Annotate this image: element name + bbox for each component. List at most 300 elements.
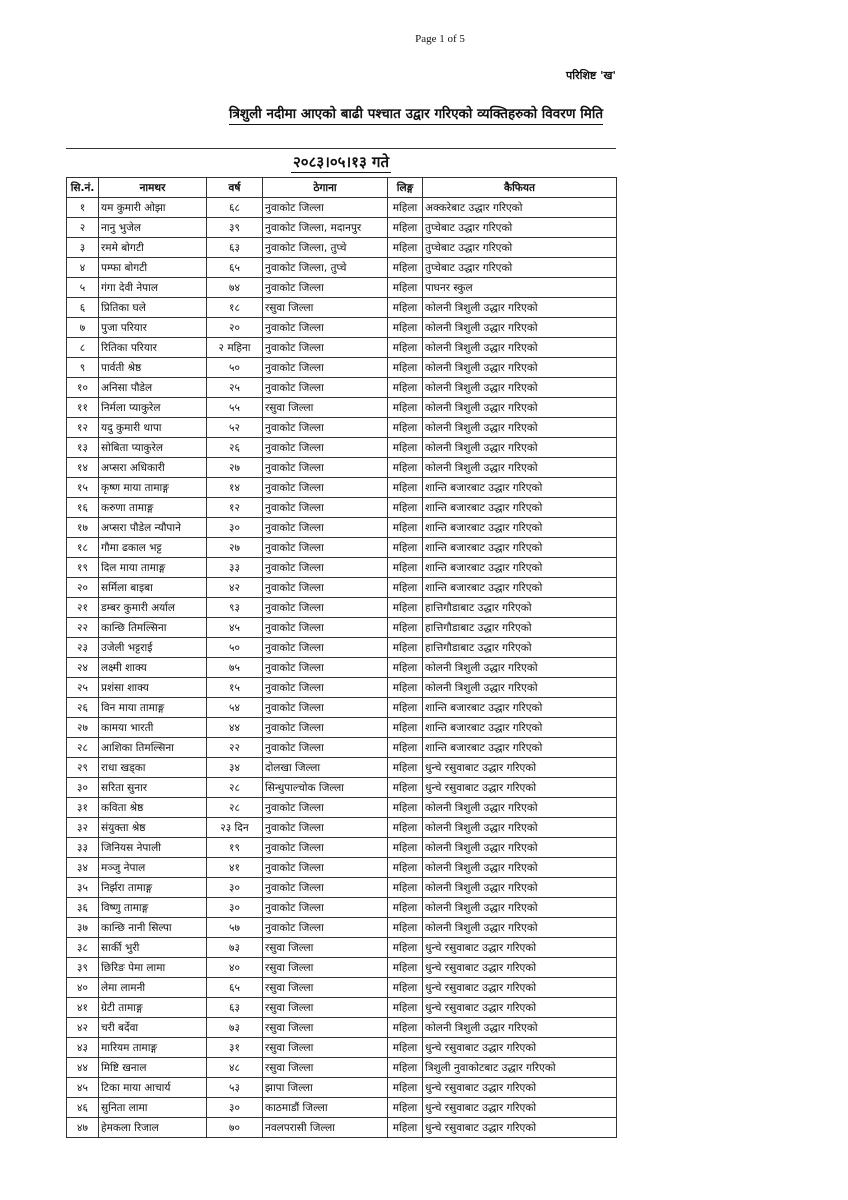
cell-name: पार्वती श्रेष्ठ	[99, 358, 207, 378]
cell-remarks: त्रिशुली नुवाकोटबाट उद्धार गरिएको	[423, 1058, 617, 1078]
cell-remarks: कोलनी त्रिशुली उद्धार गरिएको	[423, 658, 617, 678]
cell-name: सरिता सुनार	[99, 778, 207, 798]
cell-age: ५४	[207, 698, 263, 718]
cell-remarks: शान्ति बजारबाट उद्धार गरिएको	[423, 718, 617, 738]
table-row	[67, 478, 617, 498]
cell-serial: २९	[67, 758, 99, 778]
table-row	[67, 238, 617, 258]
cell-remarks: धुन्चे रसुवाबाट उद्धार गरिएको	[423, 958, 617, 978]
cell-serial: २८	[67, 738, 99, 758]
cell-age: २८	[207, 778, 263, 798]
cell-name: गंगा देवी नेपाल	[99, 278, 207, 298]
cell-serial: ४६	[67, 1098, 99, 1118]
cell-serial: ३	[67, 238, 99, 258]
cell-name: मञ्जु नेपाल	[99, 858, 207, 878]
cell-serial: ७	[67, 318, 99, 338]
cell-age: २ महिना	[207, 338, 263, 358]
cell-age: ५०	[207, 638, 263, 658]
cell-age: ६३	[207, 238, 263, 258]
cell-gender: महिला	[388, 938, 423, 958]
table-row	[67, 918, 617, 938]
cell-gender: महिला	[388, 498, 423, 518]
cell-remarks: धुन्चे रसुवाबाट उद्धार गरिएको	[423, 778, 617, 798]
cell-gender: महिला	[388, 398, 423, 418]
table-row	[67, 578, 617, 598]
column-header-address: ठेगाना	[263, 178, 388, 198]
cell-name: पम्फा बोगटी	[99, 258, 207, 278]
cell-remarks: शान्ति बजारबाट उद्धार गरिएको	[423, 478, 617, 498]
cell-remarks: तुप्चेबाट उद्धार गरिएको	[423, 238, 617, 258]
cell-remarks: कोलनी त्रिशुली उद्धार गरिएको	[423, 378, 617, 398]
table-row	[67, 418, 617, 438]
rescued-persons-table	[66, 177, 617, 1138]
cell-serial: २१	[67, 598, 99, 618]
cell-serial: ३०	[67, 778, 99, 798]
cell-address: नुवाकोट जिल्ला	[263, 538, 388, 558]
cell-serial: १३	[67, 438, 99, 458]
cell-address: नुवाकोट जिल्ला, तुप्चे	[263, 258, 388, 278]
cell-name: कान्छि तिमल्सिना	[99, 618, 207, 638]
cell-name: जिनियस नेपाली	[99, 838, 207, 858]
cell-age: १४	[207, 478, 263, 498]
table-row	[67, 798, 617, 818]
cell-name: ग्रेटी तामाङ्ग	[99, 998, 207, 1018]
cell-name: विष्णु तामाङ्ग	[99, 898, 207, 918]
cell-address: नुवाकोट जिल्ला	[263, 458, 388, 478]
cell-serial: २४	[67, 658, 99, 678]
cell-address: झापा जिल्ला	[263, 1078, 388, 1098]
cell-serial: ३६	[67, 898, 99, 918]
cell-remarks: शान्ति बजारबाट उद्धार गरिएको	[423, 578, 617, 598]
cell-serial: ३३	[67, 838, 99, 858]
cell-name: आशिका तिमल्सिना	[99, 738, 207, 758]
cell-name: कामया भारती	[99, 718, 207, 738]
cell-remarks: कोलनी त्रिशुली उद्धार गरिएको	[423, 838, 617, 858]
column-header-age: वर्ष	[207, 178, 263, 198]
cell-age: २७	[207, 538, 263, 558]
cell-age: २७	[207, 458, 263, 478]
cell-address: रसुवा जिल्ला	[263, 958, 388, 978]
cell-age: १२	[207, 498, 263, 518]
cell-age: ४०	[207, 958, 263, 978]
cell-name: हेमकला रिजाल	[99, 1118, 207, 1138]
cell-age: ४१	[207, 858, 263, 878]
table-row	[67, 598, 617, 618]
cell-address: नुवाकोट जिल्ला	[263, 838, 388, 858]
cell-gender: महिला	[388, 658, 423, 678]
cell-remarks: शान्ति बजारबाट उद्धार गरिएको	[423, 698, 617, 718]
cell-name: यदु कुमारी थापा	[99, 418, 207, 438]
cell-remarks: कोलनी त्रिशुली उद्धार गरिएको	[423, 798, 617, 818]
cell-gender: महिला	[388, 978, 423, 998]
cell-age: २८	[207, 798, 263, 818]
cell-address: नुवाकोट जिल्ला	[263, 418, 388, 438]
cell-gender: महिला	[388, 618, 423, 638]
cell-name: डम्बर कुमारी अर्याल	[99, 598, 207, 618]
cell-address: नुवाकोट जिल्ला	[263, 598, 388, 618]
table-row	[67, 458, 617, 478]
cell-remarks: कोलनी त्रिशुली उद्धार गरिएको	[423, 398, 617, 418]
cell-remarks: कोलनी त्रिशुली उद्धार गरिएको	[423, 338, 617, 358]
document-date	[66, 152, 616, 172]
cell-name: अनिसा पौडेल	[99, 378, 207, 398]
cell-remarks: धुन्चे रसुवाबाट उद्धार गरिएको	[423, 1118, 617, 1138]
page-number: Page 1 of 5	[415, 33, 465, 45]
cell-serial: ४२	[67, 1018, 99, 1038]
cell-name: सर्मिला बाइबा	[99, 578, 207, 598]
cell-address: नुवाकोट जिल्ला, मदानपुर	[263, 218, 388, 238]
cell-age: ५२	[207, 418, 263, 438]
cell-serial: ११	[67, 398, 99, 418]
cell-name: प्रितिका घले	[99, 298, 207, 318]
cell-name: टिका माया आचार्य	[99, 1078, 207, 1098]
cell-name: अप्सरा पौडेल न्यौपाने	[99, 518, 207, 538]
cell-age: ३०	[207, 898, 263, 918]
cell-address: नुवाकोट जिल्ला	[263, 698, 388, 718]
document-title	[100, 104, 732, 122]
cell-gender: महिला	[388, 338, 423, 358]
cell-remarks: शान्ति बजारबाट उद्धार गरिएको	[423, 518, 617, 538]
table-row	[67, 998, 617, 1018]
cell-remarks: शान्ति बजारबाट उद्धार गरिएको	[423, 538, 617, 558]
cell-serial: ६	[67, 298, 99, 318]
table-row	[67, 218, 617, 238]
cell-gender: महिला	[388, 838, 423, 858]
cell-serial: १२	[67, 418, 99, 438]
cell-gender: महिला	[388, 458, 423, 478]
cell-address: सिन्धुपाल्चोक जिल्ला	[263, 778, 388, 798]
cell-name: करुणा तामाङ्ग	[99, 498, 207, 518]
cell-remarks: धुन्चे रसुवाबाट उद्धार गरिएको	[423, 758, 617, 778]
cell-address: नुवाकोट जिल्ला	[263, 278, 388, 298]
cell-name: कृष्ण माया तामाङ्ग	[99, 478, 207, 498]
cell-remarks: धुन्चे रसुवाबाट उद्धार गरिएको	[423, 1038, 617, 1058]
cell-gender: महिला	[388, 638, 423, 658]
cell-gender: महिला	[388, 738, 423, 758]
cell-gender: महिला	[388, 1058, 423, 1078]
cell-age: १५	[207, 678, 263, 698]
cell-address: नुवाकोट जिल्ला	[263, 198, 388, 218]
cell-address: नुवाकोट जिल्ला	[263, 378, 388, 398]
cell-serial: १४	[67, 458, 99, 478]
cell-address: रसुवा जिल्ला	[263, 978, 388, 998]
cell-remarks: हात्तिगौडाबाट उद्धार गरिएको	[423, 598, 617, 618]
cell-age: ५०	[207, 358, 263, 378]
cell-gender: महिला	[388, 358, 423, 378]
cell-address: नुवाकोट जिल्ला	[263, 918, 388, 938]
cell-name: संयुक्ता श्रेष्ठ	[99, 818, 207, 838]
cell-serial: १५	[67, 478, 99, 498]
cell-name: कविता श्रेष्ठ	[99, 798, 207, 818]
cell-remarks: शान्ति बजारबाट उद्धार गरिएको	[423, 738, 617, 758]
table-row	[67, 1038, 617, 1058]
cell-serial: ४५	[67, 1078, 99, 1098]
table-row	[67, 298, 617, 318]
cell-age: ७३	[207, 1018, 263, 1038]
table-row	[67, 938, 617, 958]
cell-remarks: हात्तिगौडाबाट उद्धार गरिएको	[423, 638, 617, 658]
cell-remarks: कोलनी त्रिशुली उद्धार गरिएको	[423, 318, 617, 338]
cell-gender: महिला	[388, 998, 423, 1018]
cell-address: रसुवा जिल्ला	[263, 298, 388, 318]
cell-address: नुवाकोट जिल्ला	[263, 438, 388, 458]
cell-serial: १७	[67, 518, 99, 538]
cell-remarks: कोलनी त्रिशुली उद्धार गरिएको	[423, 298, 617, 318]
cell-address: नुवाकोट जिल्ला	[263, 638, 388, 658]
cell-name: सार्की भुरी	[99, 938, 207, 958]
table-row	[67, 198, 617, 218]
cell-serial: १८	[67, 538, 99, 558]
cell-name: उजेली भट्टराई	[99, 638, 207, 658]
cell-address: नुवाकोट जिल्ला	[263, 498, 388, 518]
cell-serial: ९	[67, 358, 99, 378]
cell-address: नुवाकोट जिल्ला	[263, 558, 388, 578]
cell-remarks: कोलनी त्रिशुली उद्धार गरिएको	[423, 818, 617, 838]
cell-remarks: धुन्चे रसुवाबाट उद्धार गरिएको	[423, 938, 617, 958]
cell-name: लेमा लामनी	[99, 978, 207, 998]
document-date-text: २०८३।०५।१३ गते	[293, 153, 389, 171]
cell-address: नुवाकोट जिल्ला	[263, 678, 388, 698]
table-row	[67, 698, 617, 718]
cell-address: रसुवा जिल्ला	[263, 1018, 388, 1038]
column-header-serial: सि.नं.	[67, 178, 99, 198]
cell-gender: महिला	[388, 1098, 423, 1118]
column-header-remarks: कैफियत	[423, 178, 617, 198]
cell-remarks: अक्करेबाट उद्धार गरिएको	[423, 198, 617, 218]
cell-remarks: शान्ति बजारबाट उद्धार गरिएको	[423, 498, 617, 518]
cell-serial: ४१	[67, 998, 99, 1018]
cell-address: नुवाकोट जिल्ला	[263, 858, 388, 878]
cell-serial: ३७	[67, 918, 99, 938]
cell-age: ३०	[207, 518, 263, 538]
cell-gender: महिला	[388, 258, 423, 278]
cell-gender: महिला	[388, 898, 423, 918]
cell-gender: महिला	[388, 318, 423, 338]
cell-remarks: तुप्चेबाट उद्धार गरिएको	[423, 218, 617, 238]
table-row	[67, 278, 617, 298]
cell-gender: महिला	[388, 858, 423, 878]
cell-age: ३१	[207, 1038, 263, 1058]
table-row	[67, 378, 617, 398]
cell-remarks: धुन्चे रसुवाबाट उद्धार गरिएको	[423, 1078, 617, 1098]
cell-remarks: पाघनर स्कुल	[423, 278, 617, 298]
cell-serial: ४०	[67, 978, 99, 998]
table-row	[67, 618, 617, 638]
cell-serial: ४४	[67, 1058, 99, 1078]
cell-name: कान्छि नानी सिल्पा	[99, 918, 207, 938]
cell-age: ६५	[207, 978, 263, 998]
cell-gender: महिला	[388, 1018, 423, 1038]
cell-serial: १०	[67, 378, 99, 398]
cell-gender: महिला	[388, 958, 423, 978]
cell-age: ४४	[207, 718, 263, 738]
cell-remarks: कोलनी त्रिशुली उद्धार गरिएको	[423, 858, 617, 878]
table-row	[67, 1058, 617, 1078]
cell-age: ७०	[207, 1118, 263, 1138]
cell-remarks: कोलनी त्रिशुली उद्धार गरिएको	[423, 438, 617, 458]
cell-address: दोलखा जिल्ला	[263, 758, 388, 778]
cell-serial: ३९	[67, 958, 99, 978]
cell-address: रसुवा जिल्ला	[263, 938, 388, 958]
cell-age: ३४	[207, 758, 263, 778]
cell-age: ६५	[207, 258, 263, 278]
table-row	[67, 1118, 617, 1138]
table-row	[67, 838, 617, 858]
table-row	[67, 958, 617, 978]
cell-name: मारियम तामाङ्ग	[99, 1038, 207, 1058]
table-row	[67, 518, 617, 538]
cell-name: नानु भुजेल	[99, 218, 207, 238]
cell-serial: ४	[67, 258, 99, 278]
cell-gender: महिला	[388, 798, 423, 818]
cell-gender: महिला	[388, 198, 423, 218]
cell-serial: २७	[67, 718, 99, 738]
table-row	[67, 818, 617, 838]
cell-age: ९३	[207, 598, 263, 618]
table-body	[67, 198, 617, 1138]
cell-gender: महिला	[388, 238, 423, 258]
cell-address: नुवाकोट जिल्ला	[263, 618, 388, 638]
cell-gender: महिला	[388, 438, 423, 458]
cell-gender: महिला	[388, 1118, 423, 1138]
cell-address: रसुवा जिल्ला	[263, 1038, 388, 1058]
table-row	[67, 1018, 617, 1038]
annex-label: परिशिष्ट 'ख'	[566, 69, 616, 82]
cell-gender: महिला	[388, 678, 423, 698]
cell-gender: महिला	[388, 598, 423, 618]
cell-serial: ५	[67, 278, 99, 298]
cell-address: रसुवा जिल्ला	[263, 398, 388, 418]
cell-gender: महिला	[388, 778, 423, 798]
cell-gender: महिला	[388, 558, 423, 578]
table-row	[67, 398, 617, 418]
cell-gender: महिला	[388, 298, 423, 318]
cell-name: निर्झरा तामाङ्ग	[99, 878, 207, 898]
cell-name: लक्ष्मी शाक्य	[99, 658, 207, 678]
cell-serial: ३८	[67, 938, 99, 958]
cell-name: पुजा परियार	[99, 318, 207, 338]
document-title-text: त्रिशुली नदीमा आएको बाढी पश्चात उद्वार गरिएको व्यक्तिहरुको विवरण मिति	[229, 106, 603, 125]
cell-age: ३३	[207, 558, 263, 578]
cell-gender: महिला	[388, 278, 423, 298]
cell-name: सुनिता लामा	[99, 1098, 207, 1118]
cell-name: छिरिङ पेमा लामा	[99, 958, 207, 978]
cell-gender: महिला	[388, 478, 423, 498]
cell-age: २२	[207, 738, 263, 758]
cell-serial: २	[67, 218, 99, 238]
divider	[66, 148, 616, 149]
table-row	[67, 978, 617, 998]
cell-address: काठमाडौं जिल्ला	[263, 1098, 388, 1118]
cell-remarks: कोलनी त्रिशुली उद्धार गरिएको	[423, 918, 617, 938]
cell-serial: ३१	[67, 798, 99, 818]
cell-age: ७४	[207, 278, 263, 298]
cell-gender: महिला	[388, 698, 423, 718]
cell-name: सोबिता प्याकुरेल	[99, 438, 207, 458]
table-row	[67, 658, 617, 678]
cell-name: प्रशंसा शाक्य	[99, 678, 207, 698]
table-row	[67, 438, 617, 458]
cell-age: ६३	[207, 998, 263, 1018]
cell-age: १८	[207, 298, 263, 318]
cell-address: नुवाकोट जिल्ला, तुप्चे	[263, 238, 388, 258]
cell-address: रसुवा जिल्ला	[263, 1058, 388, 1078]
cell-remarks: कोलनी त्रिशुली उद्धार गरिएको	[423, 878, 617, 898]
table-row	[67, 898, 617, 918]
cell-name: राधा खड्का	[99, 758, 207, 778]
cell-remarks: धुन्चे रसुवाबाट उद्धार गरिएको	[423, 998, 617, 1018]
cell-age: १९	[207, 838, 263, 858]
cell-serial: १६	[67, 498, 99, 518]
cell-remarks: धुन्चे रसुवाबाट उद्धार गरिएको	[423, 978, 617, 998]
cell-age: ३०	[207, 1098, 263, 1118]
table-row	[67, 778, 617, 798]
cell-age: ५३	[207, 1078, 263, 1098]
cell-address: नुवाकोट जिल्ला	[263, 798, 388, 818]
table-row	[67, 498, 617, 518]
cell-age: ४२	[207, 578, 263, 598]
cell-gender: महिला	[388, 578, 423, 598]
cell-address: नुवाकोट जिल्ला	[263, 818, 388, 838]
cell-remarks: हात्तिगौडाबाट उद्धार गरिएको	[423, 618, 617, 638]
cell-name: गौमा ढकाल भट्ट	[99, 538, 207, 558]
cell-serial: ४३	[67, 1038, 99, 1058]
cell-age: २६	[207, 438, 263, 458]
cell-age: २३ दिन	[207, 818, 263, 838]
cell-address: नुवाकोट जिल्ला	[263, 478, 388, 498]
cell-address: रसुवा जिल्ला	[263, 998, 388, 1018]
cell-name: चरी बर्देवा	[99, 1018, 207, 1038]
table-header-row	[67, 178, 617, 198]
cell-gender: महिला	[388, 378, 423, 398]
cell-gender: महिला	[388, 1078, 423, 1098]
cell-age: २५	[207, 378, 263, 398]
cell-age: २०	[207, 318, 263, 338]
cell-remarks: कोलनी त्रिशुली उद्धार गरिएको	[423, 898, 617, 918]
cell-serial: २३	[67, 638, 99, 658]
cell-name: यम कुमारी ओझा	[99, 198, 207, 218]
cell-remarks: धुन्चे रसुवाबाट उद्धार गरिएको	[423, 1098, 617, 1118]
table-row	[67, 258, 617, 278]
cell-address: नुवाकोट जिल्ला	[263, 318, 388, 338]
cell-serial: १	[67, 198, 99, 218]
cell-gender: महिला	[388, 878, 423, 898]
cell-remarks: कोलनी त्रिशुली उद्धार गरिएको	[423, 358, 617, 378]
cell-gender: महिला	[388, 518, 423, 538]
cell-age: ६८	[207, 198, 263, 218]
cell-name: निर्मला प्याकुरेल	[99, 398, 207, 418]
table-row	[67, 678, 617, 698]
cell-gender: महिला	[388, 918, 423, 938]
cell-gender: महिला	[388, 718, 423, 738]
cell-gender: महिला	[388, 1038, 423, 1058]
cell-address: नुवाकोट जिल्ला	[263, 338, 388, 358]
cell-serial: ३४	[67, 858, 99, 878]
cell-gender: महिला	[388, 818, 423, 838]
cell-gender: महिला	[388, 218, 423, 238]
cell-remarks: कोलनी त्रिशुली उद्धार गरिएको	[423, 678, 617, 698]
cell-address: नुवाकोट जिल्ला	[263, 358, 388, 378]
table-row	[67, 1078, 617, 1098]
cell-age: ३०	[207, 878, 263, 898]
cell-name: रममे बोगटी	[99, 238, 207, 258]
cell-gender: महिला	[388, 538, 423, 558]
cell-remarks: कोलनी त्रिशुली उद्धार गरिएको	[423, 1018, 617, 1038]
cell-address: नुवाकोट जिल्ला	[263, 738, 388, 758]
cell-serial: २०	[67, 578, 99, 598]
cell-age: ७५	[207, 658, 263, 678]
cell-name: अप्सरा अधिकारी	[99, 458, 207, 478]
